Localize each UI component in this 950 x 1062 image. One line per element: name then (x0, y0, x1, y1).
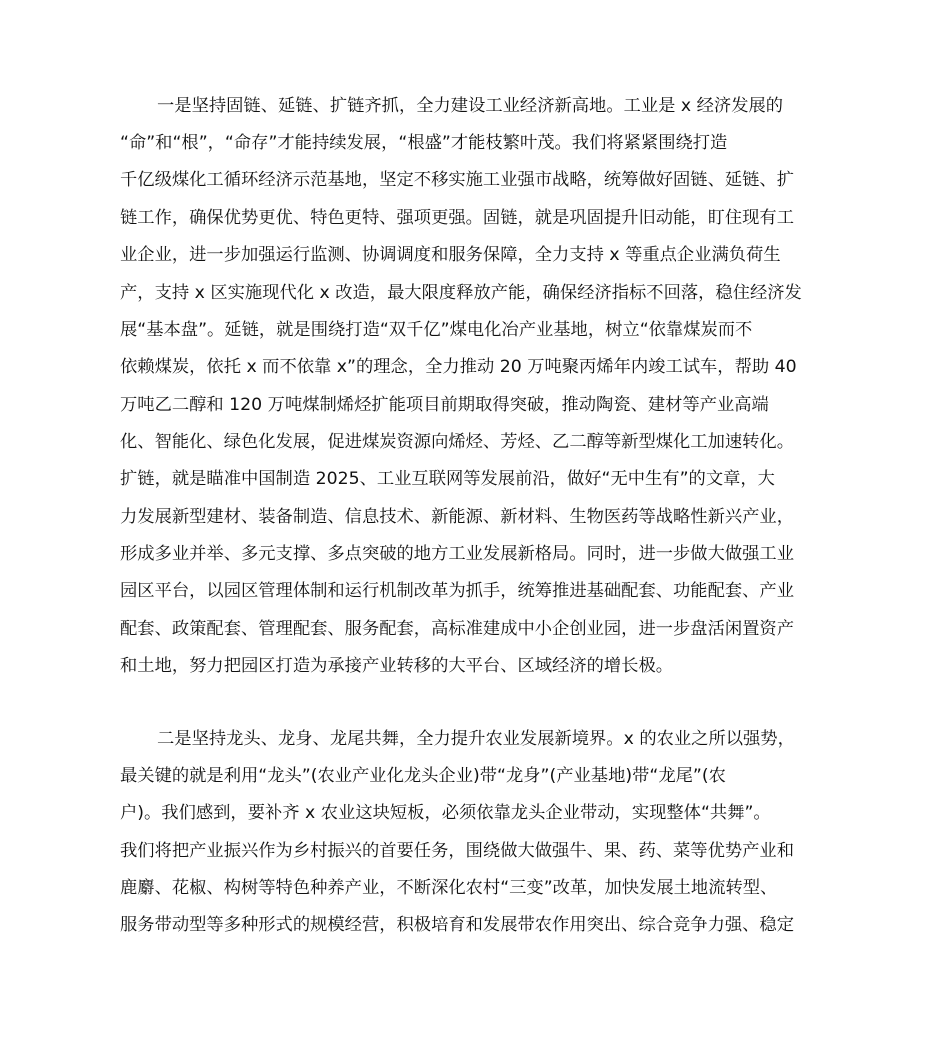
text-line: 扩链，就是瞄准中国制造 2025、工业互联网等发展前沿，做好“无中生有”的文章，大 (120, 469, 775, 489)
text-line: 配套、政策配套、管理配套、服务配套，高标准建成中小企创业园，进一步盘活闲置资产 (120, 619, 794, 639)
text-line: 和土地，努力把园区打造为承接产业转移的大平台、区域经济的增长极。 (120, 656, 674, 676)
text-line: 一是坚持固链、延链、扩链齐抓，全力建设工业经济新高地。工业是 x 经济发展的 (157, 96, 784, 116)
text-line: 形成多业并举、多元支撑、多点突破的地方工业发展新格局。同时，进一步做大做强工业 (120, 544, 794, 564)
text-line: 鹿麝、花椒、构树等特色种养产业，不断深化农村“三变”改革，加快发展土地流转型、 (120, 878, 778, 898)
text-line: 二是坚持龙头、龙身、龙尾共舞，全力提升农业发展新境界。x 的农业之所以强势， (157, 729, 795, 749)
text-line: 园区平台，以园区管理体制和运行机制改革为抓手，统筹推进基础配套、功能配套、产业 (120, 581, 794, 601)
text-line: 千亿级煤化工循环经济示范基地，坚定不移实施工业强市战略，统筹做好固链、延链、扩 (120, 170, 794, 190)
text-line: 产，支持 x 区实施现代化 x 改造，最大限度释放产能，确保经济指标不回落，稳住经济发 (120, 283, 802, 303)
text-line: 业企业，进一步加强运行监测、协调调度和服务保障，全力支持 x 等重点企业满负荷生 (120, 245, 781, 265)
text-line: 展“基本盘”。延链，就是围绕打造“双千亿”煤电化冶产业基地，树立“依靠煤炭而不 (120, 320, 753, 340)
text-line: 链工作，确保优势更优、特色更特、强项更强。固链，就是巩固提升旧动能，盯住现有工 (120, 208, 794, 228)
text-line: 万吨乙二醇和 120 万吨煤制烯烃扩能项目前期取得突破，推动陶瓷、建材等产业高端 (120, 395, 769, 415)
text-line: 户)。我们感到，要补齐 x 农业这块短板，必须依靠龙头企业带动，实现整体“共舞”。 (120, 803, 771, 823)
text-line: 依赖煤炭，依托 x 而不依靠 x”的理念，全力推动 20 万吨聚丙烯年内竣工试车，帮助 40 (120, 357, 797, 377)
text-line: “命”和“根”，“命存”才能持续发展，“根盛”才能枝繁叶茂。我们将紧紧围绕打造 (120, 133, 728, 153)
text-line: 化、智能化、绿色化发展，促进煤炭资源向烯烃、芳烃、乙二醇等新型煤化工加速转化。 (120, 432, 794, 452)
text-line: 服务带动型等多种形式的规模经营，积极培育和发展带农作用突出、综合竞争力强、稳定 (120, 915, 794, 935)
text-line: 我们将把产业振兴作为乡村振兴的首要任务，围绕做大做强牛、果、药、菜等优势产业和 (120, 841, 794, 861)
text-line: 最关键的就是利用“龙头”(农业产业化龙头企业)带“龙身”(产业基地)带“龙尾”(农 (120, 766, 726, 786)
text-line: 力发展新型建材、装备制造、信息技术、新能源、新材料、生物医药等战略性新兴产业， (120, 507, 794, 527)
